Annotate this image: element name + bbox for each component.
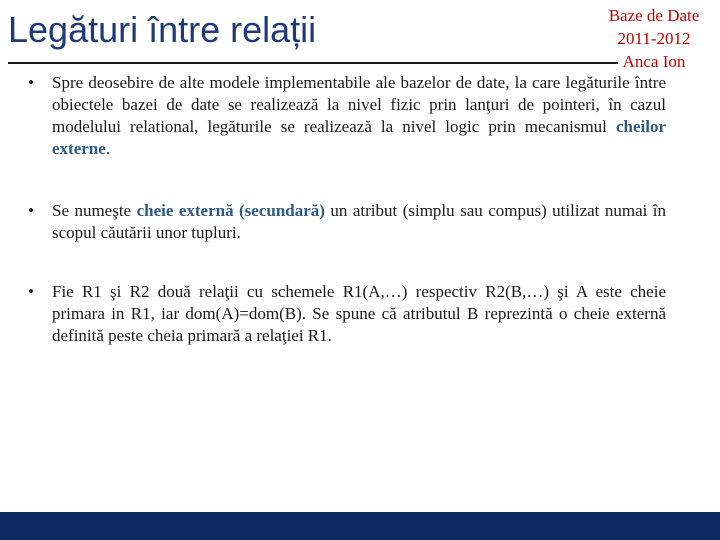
course-subject: Baze de Date	[608, 6, 700, 25]
bullet-text-part: un atribut (simplu sau compus) utilizat numai în scopul căutării unor tupluri.	[52, 201, 667, 242]
bullet-mark: •	[28, 201, 34, 220]
bullet-text	[52, 281, 666, 347]
highlighted-term: cheilor externe	[52, 117, 666, 158]
bullet-text-part: Se numeşte	[52, 201, 137, 220]
bullet-item	[24, 200, 666, 244]
footer-bar	[0, 512, 720, 540]
bullet-text-part: .	[105, 139, 111, 158]
bullet-item	[24, 281, 666, 347]
course-author: Anca Ion	[622, 52, 686, 71]
bullet-item	[24, 72, 666, 160]
bullet-mark: •	[28, 282, 34, 301]
bullet-text-part: Fie R1 şi R2 două relaţii cu schemele R1(A,…) respectiv R2(B,…) şi A este cheie primara in R1, iar dom(A)=dom(B). Se spune că atributul B reprezintă o cheie externă definită peste cheia primară a relaţiei R1.	[52, 282, 666, 345]
bullet-text	[52, 200, 666, 244]
title-underline	[8, 62, 618, 64]
course-years: 2011-2012	[617, 29, 691, 48]
highlighted-term: cheie externă (secundară)	[136, 201, 325, 220]
bullet-text	[52, 72, 666, 160]
bullet-mark: •	[28, 73, 34, 92]
slide-title: Legături între relații	[8, 9, 317, 50]
course-info	[594, 4, 714, 73]
bullet-text-part: Spre deosebire de alte modele implementabile ale bazelor de date, la care legăturile între obiectele bazei de date se realizează la nivel fizic prin lanţuri de pointeri, în cazul modelului relational, legăturile se realizează la nivel logic prin mecanismul	[52, 73, 666, 136]
slide-content	[24, 72, 666, 347]
